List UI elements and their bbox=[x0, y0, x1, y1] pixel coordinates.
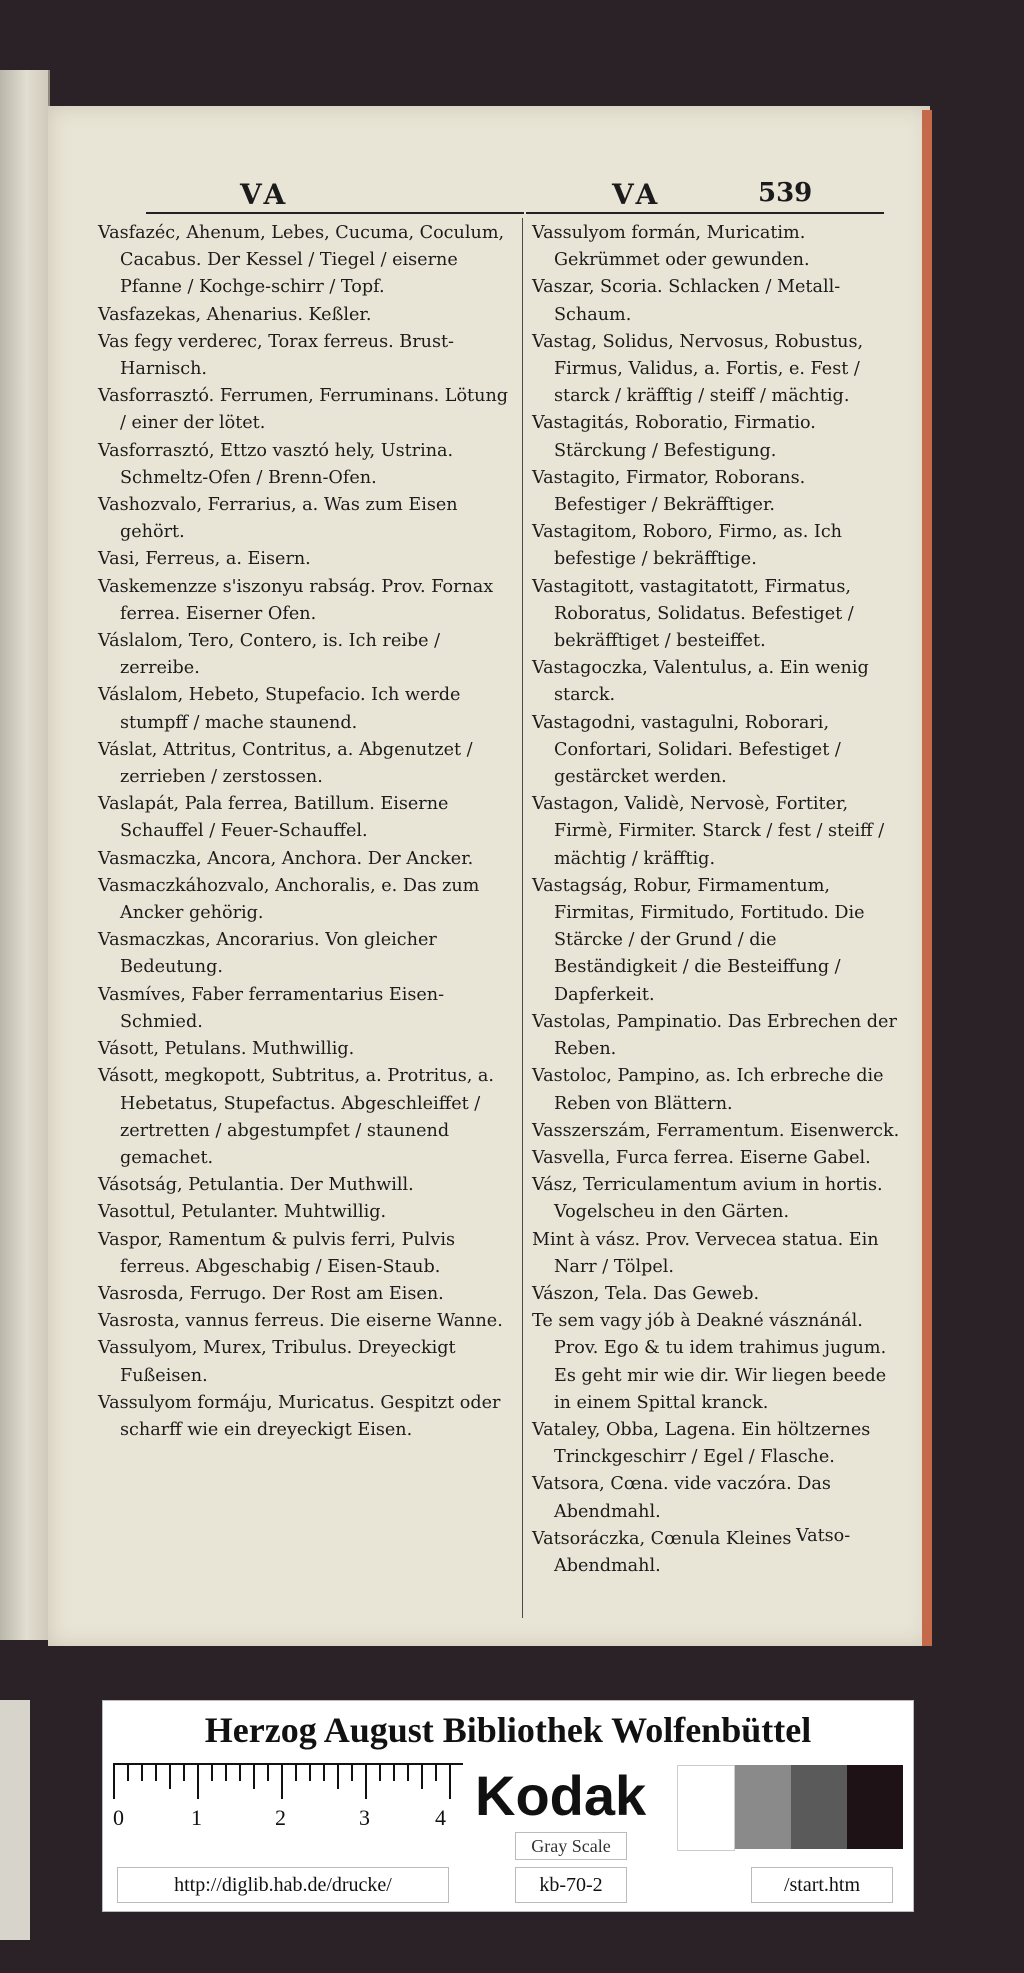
dictionary-entry: Vasi, Ferreus, a. Eisern. bbox=[98, 549, 311, 570]
ruler-tick bbox=[351, 1765, 353, 1781]
url-label: http://diglib.hab.de/drucke/ bbox=[117, 1867, 449, 1903]
header-rule-left bbox=[146, 212, 524, 214]
path-label: /start.htm bbox=[751, 1867, 893, 1903]
dictionary-entry: Vasvella, Furca ferrea. Eiserne Gabel. bbox=[532, 1147, 871, 1168]
ruler-tick bbox=[197, 1765, 199, 1799]
dictionary-entry: Vassulyom formán, Muricatim. Gekrümmet oder gewunden. bbox=[532, 223, 810, 271]
dictionary-entry: Vasmaczka, Ancora, Anchora. Der Ancker. bbox=[98, 848, 474, 869]
dictionary-entry: Vastagitás, Roboratio, Firmatio. Stärckung / Befestigung. bbox=[532, 413, 816, 461]
dictionary-entry: Te sem vagy jób à Deakné vásznánál. Prov. Ego & tu idem trahimus jugum. Es geht mir wie dir. Wir liegen beede in einem Spittal kranck. bbox=[532, 1311, 887, 1413]
dictionary-entry: Váslalom, Hebeto, Stupefacio. Ich werde stumpff / mache staunend. bbox=[98, 685, 461, 733]
dictionary-entry: Váslat, Attritus, Contritus, a. Abgenutzet / zerrieben / zerstossen. bbox=[98, 739, 473, 788]
dictionary-entry: Vatsoráczka, Cœnula Kleines Abendmahl. bbox=[532, 1528, 792, 1576]
dictionary-entry: Vastagitott, vastagitatott, Firmatus, Roboratus, Solidatus. Befestiget / bekräfftiget / besteiffet. bbox=[532, 576, 854, 652]
ruler-tick bbox=[295, 1765, 297, 1781]
dictionary-entry: Vaspor, Ramentum & pulvis ferri, Pulvis ferreus. Abgeschabig / Eisen-Staub. bbox=[98, 1229, 455, 1277]
dictionary-entry: Vaskemenzze s'iszonyu rabság. Prov. Fornax ferrea. Eiserner Ofen. bbox=[98, 576, 494, 624]
dictionary-entry: Vásott, Petulans. Muthwillig. bbox=[98, 1039, 355, 1060]
ruler-number: 3 bbox=[359, 1805, 370, 1830]
ruler-tick bbox=[169, 1765, 171, 1789]
swatch bbox=[791, 1765, 847, 1849]
ruler-tick bbox=[141, 1765, 143, 1781]
ruler-tick bbox=[449, 1765, 451, 1799]
header-left: VA bbox=[240, 178, 290, 211]
ruler-tick bbox=[267, 1765, 269, 1781]
page-number: 539 bbox=[758, 178, 813, 208]
dictionary-entry: Vasforrasztó, Ettzo vasztó hely, Ustrina. Schmeltz-Ofen / Brenn-Ofen. bbox=[98, 440, 454, 488]
ruler-tick bbox=[407, 1765, 409, 1781]
left-page-edge bbox=[0, 70, 50, 1640]
dictionary-entry: Vastag, Solidus, Nervosus, Robustus, Firmus, Validus, a. Fortis, e. Fest / starck / kräfftig / steiff / mächtig. bbox=[532, 331, 864, 407]
ruler-tick bbox=[239, 1765, 241, 1781]
dictionary-entry: Vataley, Obba, Lagena. Ein höltzernes Trinckgeschirr / Egel / Flasche. bbox=[532, 1419, 871, 1468]
ruler-tick bbox=[421, 1765, 423, 1789]
dictionary-entry: Vásott, megkopott, Subtritus, a. Protritus, a. Hebetatus, Stupefactus. Abgeschleiffet / zertretten / abgestumpfet / staunend gemachet. bbox=[98, 1066, 495, 1168]
dictionary-entry: Mint à vász. Prov. Vervecea statua. Ein Narr / Tölpel. bbox=[532, 1229, 879, 1277]
dictionary-entry: Váslalom, Tero, Contero, is. Ich reibe / zerreibe. bbox=[98, 631, 441, 679]
ruler-tick bbox=[337, 1765, 339, 1789]
dictionary-entry: Vashozvalo, Ferrarius, a. Was zum Eisen gehört. bbox=[98, 495, 458, 543]
gray-scale-label: Gray Scale bbox=[515, 1832, 627, 1860]
dictionary-entry: Vasmaczkáhozvalo, Anchoralis, e. Das zum Ancker gehörig. bbox=[98, 875, 480, 924]
ruler-tick bbox=[281, 1765, 283, 1799]
dictionary-entry: Vasszerszám, Ferramentum. Eisenwerck. bbox=[532, 1120, 900, 1141]
dictionary-entry: Vászon, Tela. Das Geweb. bbox=[532, 1283, 760, 1304]
ruler-number: 1 bbox=[191, 1805, 202, 1830]
dictionary-entry: Vasfazéc, Ahenum, Lebes, Cucuma, Coculum, Cacabus. Der Kessel / Tiegel / eiserne Pfanne / Kochge-schirr / Topf. bbox=[98, 223, 505, 298]
dictionary-entry: Vastagon, Validè, Nervosè, Fortiter, Firmè, Firmiter. Starck / fest / steiff / mächtig / kräfftig. bbox=[532, 794, 885, 869]
ruler-scale bbox=[113, 1763, 463, 1833]
left-column bbox=[98, 220, 518, 1444]
ruler-tick bbox=[127, 1765, 129, 1781]
ruler-tick bbox=[323, 1765, 325, 1781]
page-edge-right bbox=[922, 110, 932, 1646]
ruler-number: 2 bbox=[275, 1805, 286, 1830]
swatch bbox=[677, 1765, 735, 1851]
right-column bbox=[532, 220, 902, 1580]
dictionary-entry: Vassulyom, Murex, Tribulus. Dreyeckigt Fußeisen. bbox=[98, 1338, 456, 1386]
book-page bbox=[48, 106, 930, 1646]
color-target-card bbox=[102, 1700, 914, 1912]
kodak-logo: Kodak bbox=[475, 1764, 647, 1827]
dictionary-entry: Vastagoczka, Valentulus, a. Ein wenig starck. bbox=[532, 658, 869, 706]
ruler-tick bbox=[435, 1765, 437, 1781]
ruler-tick bbox=[211, 1765, 213, 1781]
gray-swatches bbox=[677, 1765, 903, 1849]
ruler-tick bbox=[379, 1765, 381, 1781]
dictionary-entry: Vastagodni, vastagulni, Roborari, Confortari, Solidari. Befestiget / gestärcket werden. bbox=[532, 712, 841, 788]
dictionary-entry: Vastagság, Robur, Firmamentum, Firmitas, Firmitudo, Fortitudo. Die Stärcke / der Grund / die Beständigkeit / die Besteiffung / Dapferkeit. bbox=[532, 875, 865, 1005]
ruler-tick bbox=[393, 1765, 395, 1781]
dictionary-entry: Vastolas, Pampinatio. Das Erbrechen der Reben. bbox=[532, 1011, 897, 1060]
ruler-tick bbox=[113, 1765, 115, 1799]
dictionary-entry: Vasrosta, vannus ferreus. Die eiserne Wanne. bbox=[98, 1311, 503, 1332]
dictionary-entry: Vasottul, Petulanter. Muhtwillig. bbox=[98, 1202, 387, 1223]
dictionary-entry: Vatsora, Cœna. vide vaczóra. Das Abendmahl. bbox=[532, 1474, 831, 1522]
ruler-tick bbox=[309, 1765, 311, 1781]
dictionary-entry: Vasforrasztó. Ferrumen, Ferruminans. Lötung / einer der lötet. bbox=[98, 386, 509, 434]
library-title: Herzog August Bibliothek Wolfenbüttel bbox=[204, 1710, 812, 1750]
ruler-tick bbox=[225, 1765, 227, 1781]
dictionary-entry: Vastagitom, Roboro, Firmo, as. Ich befestige / bekräfftige. bbox=[532, 522, 843, 570]
dictionary-entry: Vász, Terriculamentum avium in hortis. Vogelscheu in den Gärten. bbox=[532, 1175, 883, 1223]
dictionary-entry: Vasrosda, Ferrugo. Der Rost am Eisen. bbox=[98, 1283, 444, 1304]
swatch bbox=[735, 1765, 791, 1849]
column-divider bbox=[522, 218, 523, 1618]
ruler-bar bbox=[113, 1763, 463, 1799]
code-label: kb-70-2 bbox=[515, 1867, 627, 1903]
swatch bbox=[847, 1765, 903, 1849]
dictionary-entry: Vaszar, Scoria. Schlacken / Metall-Schaum. bbox=[532, 277, 841, 325]
ruler-tick bbox=[155, 1765, 157, 1781]
dictionary-entry: Vassulyom formáju, Muricatus. Gespitzt oder scharff wie ein dreyeckigt Eisen. bbox=[98, 1392, 501, 1440]
dictionary-entry: Vasmíves, Faber ferramentarius Eisen-Schmied. bbox=[98, 984, 445, 1032]
dictionary-entry: Vas fegy verderec, Torax ferreus. Brust-Harnisch. bbox=[98, 331, 455, 380]
dictionary-entry: Vaslapát, Pala ferrea, Batillum. Eiserne Schauffel / Feuer-Schauffel. bbox=[98, 794, 449, 842]
dictionary-entry: Vasmaczkas, Ancorarius. Von gleicher Bedeutung. bbox=[98, 930, 437, 978]
catchword: Vatso- bbox=[796, 1526, 851, 1546]
ruler-number: 4 bbox=[435, 1805, 446, 1830]
left-book-edge bbox=[0, 1700, 30, 1940]
dictionary-entry: Vásotság, Petulantia. Der Muthwill. bbox=[98, 1175, 414, 1196]
ruler-number: 0 bbox=[113, 1805, 124, 1830]
ruler-tick bbox=[365, 1765, 367, 1799]
ruler-tick bbox=[253, 1765, 255, 1789]
ruler-tick bbox=[183, 1765, 185, 1781]
dictionary-entry: Vastagito, Firmator, Roborans. Befestiger / Bekräfftiger. bbox=[532, 467, 806, 516]
header-right: VA bbox=[612, 178, 662, 211]
dictionary-entry: Vastoloc, Pampino, as. Ich erbreche die Reben von Blättern. bbox=[532, 1066, 884, 1114]
header-rule-right bbox=[526, 212, 884, 214]
dictionary-entry: Vasfazekas, Ahenarius. Keßler. bbox=[98, 304, 372, 325]
